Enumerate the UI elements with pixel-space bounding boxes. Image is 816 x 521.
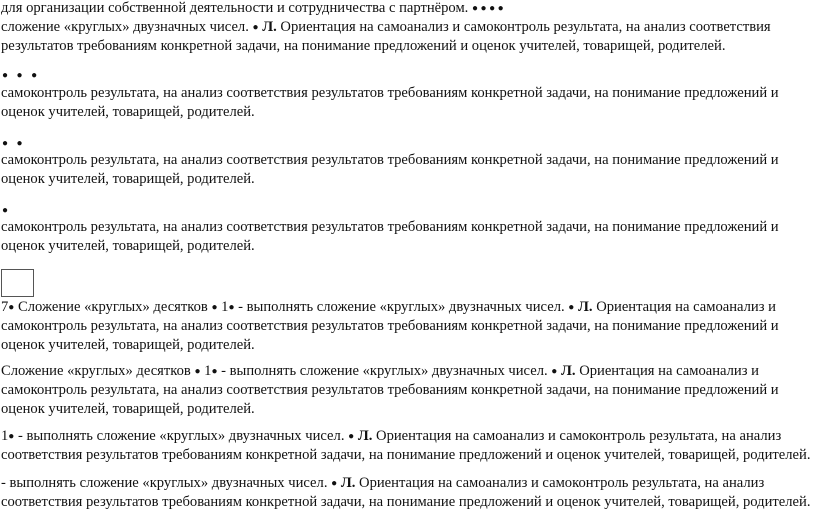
p7-text-c: Ориентация на самоанализ и самоконтроль результата, на анализ соответствия результатов требованиям конкретной задачи, на понимание предложений и оценок учителей, товарищей, родителей. [1, 299, 779, 353]
blank-box [1, 269, 34, 297]
p1-text-b: Ориентация на самоанализ и самоконтроль результата, на анализ соответствия результатов требованиям конкретной задачи, на понимание предложений и оценок учителей, товарищей, родителей. [1, 19, 771, 54]
paragraph-1 [1, 0, 811, 56]
p10-text-b: - выполнять сложение «круглых» двузначных чисел. [1, 475, 328, 491]
p9-dot-1: ● [8, 431, 15, 442]
group3-text: самоконтроль результата, на анализ соответствия результатов требованиям конкретной задачи, на понимание предложений и оценок учителей, товарищей, родителей. [1, 85, 779, 120]
p8-dot-2: ● [211, 366, 218, 377]
paragraph-9 [1, 427, 811, 465]
p7-text-a: Сложение «круглых» десятков [18, 299, 208, 315]
p1-line1: для организации собственной деятельности и сотрудничества с партнёром. [1, 0, 469, 16]
p1-text-a: сложение «круглых» двузначных чисел. [1, 19, 249, 35]
p8-text-b: - выполнять сложение «круглых» двузначных чисел. [221, 363, 548, 379]
group1-text: самоконтроль результата, на анализ соответствия результатов требованиям конкретной задачи, на понимание предложений и оценок учителей, товарищей, родителей. [1, 219, 779, 254]
p9-text-c: Ориентация на самоанализ и самоконтроль результата, на анализ соответствия результатов требованиям конкретной задачи, на понимание предложений и оценок учителей, товарищей, родителей. [1, 428, 811, 463]
p7-dot-1: ● [8, 302, 15, 313]
p1-bold-label: Л. [262, 19, 277, 35]
p10-text-c: Ориентация на самоанализ и самоконтроль результата, на анализ соответствия результатов требованиям конкретной задачи, на понимание предложений и оценок учителей, товарищей, родителей. [1, 475, 811, 510]
p8-num2: 1 [204, 363, 212, 379]
p10-bold-label: Л. [340, 475, 356, 491]
p7-dot-3: ● [228, 302, 235, 313]
p9-text-b: - выполнять сложение «круглых» двузначных чисел. [18, 428, 345, 444]
paragraph-7 [1, 298, 811, 355]
p7-text-b: - выполнять сложение «круглых» двузначных чисел. [238, 299, 565, 315]
p9-bold-label: Л. [357, 428, 373, 444]
p7-dot-2: ● [211, 302, 218, 313]
p8-dot-1: ● [194, 366, 201, 377]
group2-dots: ● ● [2, 138, 26, 149]
p9-num: 1 [1, 428, 9, 444]
p8-text-c: Ориентация на самоанализ и самоконтроль результата, на анализ соответствия результатов требованиям конкретной задачи, на понимание предложений и оценок учителей, товарищей, родителей. [1, 363, 779, 417]
p7-bold-label: Л. [578, 299, 593, 315]
paragraph-8 [1, 362, 811, 419]
p10-dot: ● [331, 478, 338, 489]
p8-dot-3: ● [551, 366, 558, 377]
p8-bold-label: Л. [561, 363, 576, 379]
p7-dot-4: ● [568, 302, 575, 313]
p7-num2: 1 [221, 299, 229, 315]
group1-dots: ● [2, 205, 12, 216]
group3-dots: ● ● ● [2, 70, 41, 81]
p8-text-a: Сложение «круглых» десятков [1, 363, 191, 379]
p7-num: 7 [1, 299, 9, 315]
p1-dots: ● ● ● ● [472, 3, 504, 14]
p9-dot-2: ● [348, 431, 355, 442]
paragraph-10 [1, 474, 811, 512]
group2-text: самоконтроль результата, на анализ соответствия результатов требованиям конкретной задачи, на понимание предложений и оценок учителей, товарищей, родителей. [1, 152, 779, 187]
p1-dot: ● [252, 22, 259, 33]
